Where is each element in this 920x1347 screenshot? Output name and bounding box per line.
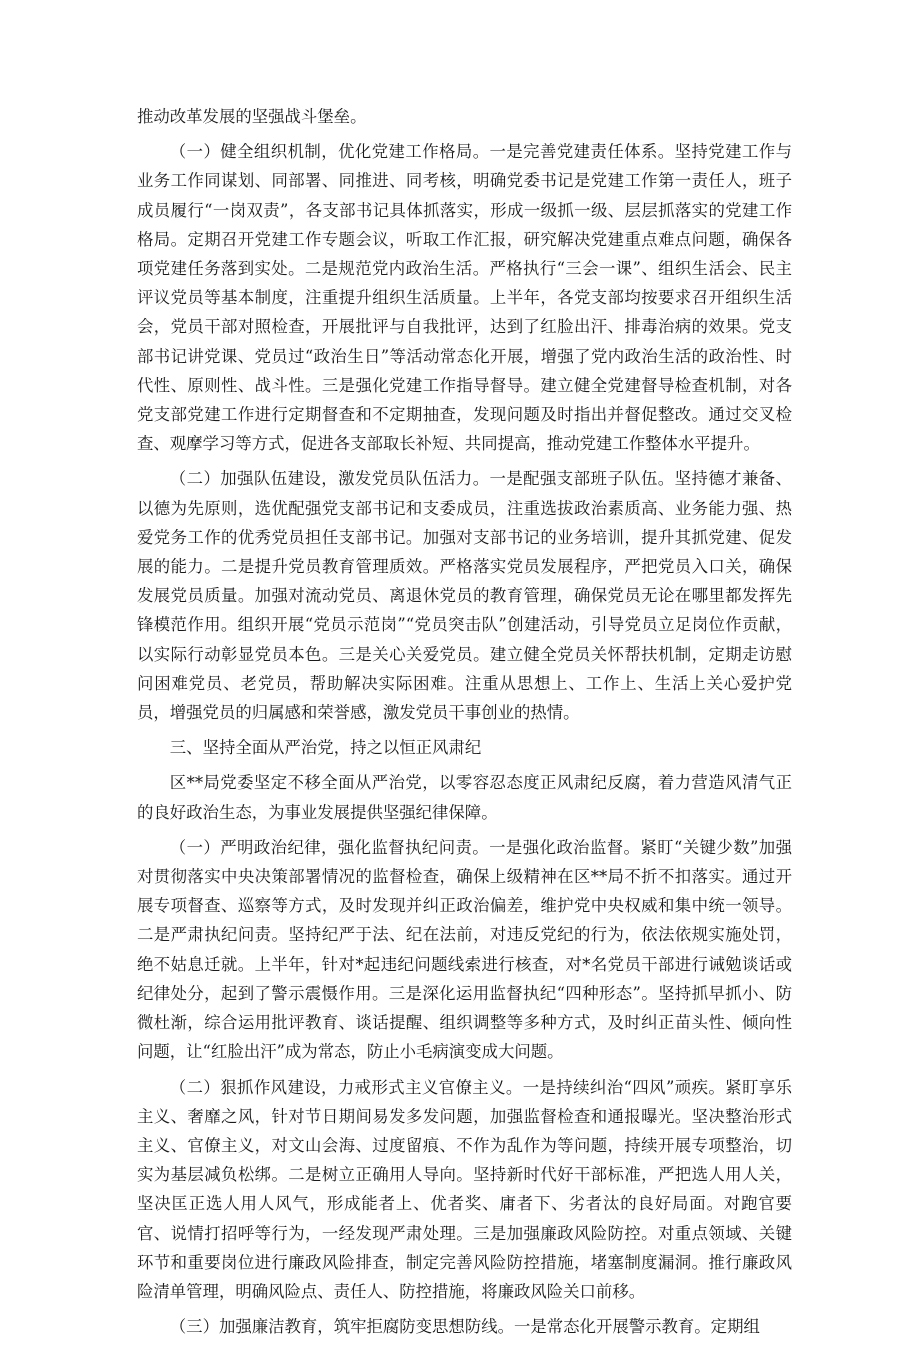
paragraph-discipline-intro: 区**局党委坚定不移全面从严治党，以零容忍态度正风肃纪反腐，着力营造风清气正的良好政治生态，为事业发展提供坚强纪律保障。 <box>137 773 792 822</box>
paragraph-team-building: （二）加强队伍建设，激发党员队伍活力。一是配强支部班子队伍。坚持德才兼备、以德为先原则，选优配强党支部书记和支委成员，注重选拔政治素质高、业务能力强、热爱党务工作的优秀党员担任支部书记。加强对支部书记的业务培训，提升其抓党建、促发展的能力。二是提升党员教育管理质效。严格落实党员发展程序，严把党员入口关，确保发展党员质量。加强对流动党员、离退休党员的教育管理，确保党员无论在哪里都发挥先锋模范作用。组织开展“党员示范岗”“党员突击队”创建活动，引导党员立足岗位作贡献，以实际行动彰显党员本色。三是关心关爱党员。建立健全党员关怀帮扶机制，定期走访慰问困难党员、老党员，帮助解决实际困难。注重从思想上、工作上、生活上关心爱护党员，增强党员的归属感和荣誉感，激发党员干事创业的热情。 <box>137 469 792 723</box>
paragraph-continuation: 推动改革发展的坚强战斗堡垒。 <box>137 107 367 126</box>
document-body <box>137 102 792 1347</box>
paragraph-integrity-education: （三）加强廉洁教育，筑牢拒腐防变思想防线。一是常态化开展警示教育。定期组 <box>169 1317 760 1337</box>
section-heading-discipline: 三、坚持全面从严治党，持之以恒正风肃纪 <box>169 738 482 758</box>
paragraph-organization-mechanism: （一）健全组织机制，优化党建工作格局。一是完善党建责任体系。坚持党建工作与业务工作同谋划、同部署、同推进、同考核，明确党委书记是党建工作第一责任人，班子成员履行“一岗双责”，各支部书记具体抓落实，形成一级抓一级、层层抓落实的党建工作格局。定期召开党建工作专题会议，听取工作汇报，研究解决党建重点难点问题，确保各项党建任务落到实处。二是规范党内政治生活。严格执行“三会一课”、组织生活会、民主评议党员等基本制度，注重提升组织生活质量。上半年，各党支部均按要求召开组织生活会，党员干部对照检查，开展批评与自我批评，达到了红脸出汗、排毒治病的效果。党支部书记讲党课、党员过“政治生日”等活动常态化开展，增强了党内政治生活的政治性、时代性、原则性、战斗性。三是强化党建工作指导督导。建立健全党建督导检查机制，对各党支部党建工作进行定期督查和不定期抽查，发现问题及时指出并督促整改。通过交叉检查、观摩学习等方式，促进各支部取长补短、共同提高，推动党建工作整体水平提升。 <box>137 142 792 454</box>
paragraph-work-style: （二）狠抓作风建设，力戒形式主义官僚主义。一是持续纠治“四风”顽疾。紧盯享乐主义、奢靡之风，针对节日期间易发多发问题，加强监督检查和通报曝光。坚决整治形式主义、官僚主义，对文山会海、过度留痕、不作为乱作为等问题，持续开展专项整治，切实为基层减负松绑。二是树立正确用人导向。坚持新时代好干部标准，严把选人用人关，坚决匡正选人用人风气，形成能者上、优者奖、庸者下、劣者汰的良好局面。对跑官要官、说情打招呼等行为，一经发现严肃处理。三是加强廉政风险防控。对重点领域、关键环节和重要岗位进行廉政风险排查，制定完善风险防控措施，堵塞制度漏洞。推行廉政风险清单管理，明确风险点、责任人、防控措施，将廉政风险关口前移。 <box>137 1077 792 1301</box>
paragraph-political-discipline: （一）严明政治纪律，强化监督执纪问责。一是强化政治监督。紧盯“关键少数”加强对贯彻落实中央决策部署情况的监督检查，确保上级精神在区**局不折不扣落实。通过开展专项督查、巡察等方式，及时发现并纠正政治偏差，维护党中央权威和集中统一领导。二是严肃执纪问责。坚持纪严于法、纪在法前，对违反党纪的行为，依法依规实施处罚，绝不姑息迁就。上半年，针对*起违纪问题线索进行核查，对*名党员干部进行诫勉谈话或纪律处分，起到了警示震慑作用。三是深化运用监督执纪“四种形态”。坚持抓早抓小、防微杜渐，综合运用批评教育、谈话提醒、组织调整等多种方式，及时纠正苗头性、倾向性问题，让“红脸出汗”成为常态，防止小毛病演变成大问题。 <box>137 837 792 1062</box>
